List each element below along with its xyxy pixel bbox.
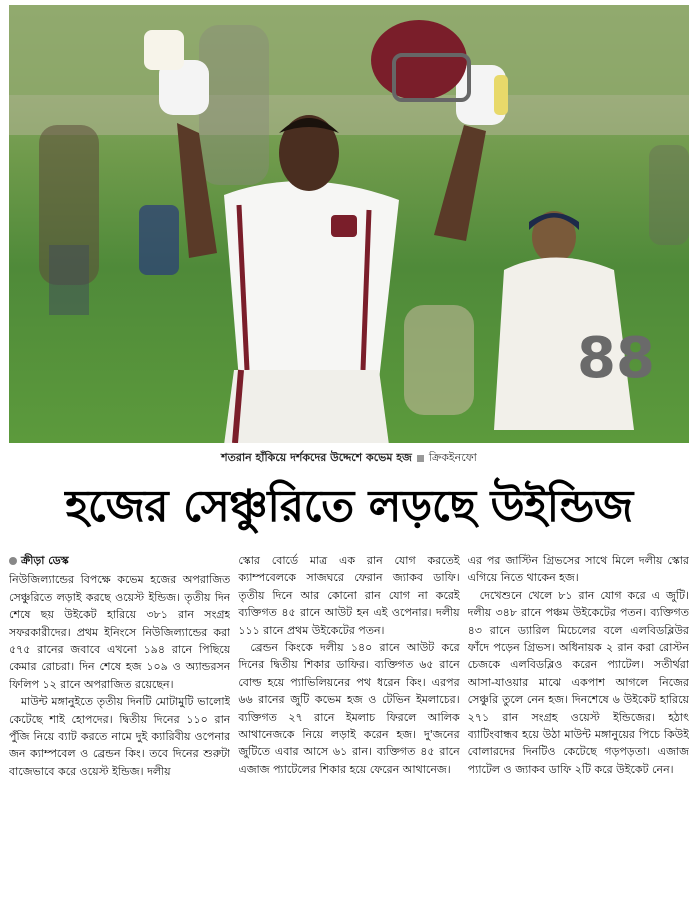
photo-caption: [0, 449, 698, 467]
paragraph: নিউজিল্যান্ডের বিপক্ষে কভেম হজের অপরাজিত সেঞ্চুরিতে লড়াই করছে ওয়েস্ট ইন্ডিজ। তৃতীয় দিন শেষে ছয় উইকেট হারিয়ে ৩৮১ রান সংগ্রহ সফরকারীদের। প্রথম ইনিংসে নিউজিল্যান্ডের করা ৫৭৫ রানের জবাবে এখনো ১৯৪ রানে পিছিয়ে কেমার রোচরা। দিন শেষে হজ ১০৯ ও অ্যান্ডরসন ফিলিপ ১২ রানে অপরাজিত রয়েছেন।: [9, 573, 231, 691]
paragraph: ব্রেন্ডন কিংকে দলীয় ১৪০ রানে আউট করে দিনের দ্বিতীয় শিকার ডাফির। ব্যক্তিগত ৬৫ রানে বোল্ড হয়ে প্যাভিলিয়নের পথ ধরেন কিং। এরপর ৬৬ রানের জুটি কভেম হজ ও টেভিন ইমলাচের। ব্যক্তিগত ২৭ রানে ইমলাচ ফিরলে আলিক আথানেজকে নিয়ে লড়াই করেন হজ। দু'জনের জুটিতে এবার আসে ৬১ রান। ব্যক্তিগত ৪৫ রানে এজাজ প্যাটেলের শিকার হয়ে ফেরেন আথানেজ।: [238, 641, 460, 776]
caption-text: শতরান হাঁকিয়ে দর্শকদের উদ্দেশে কভেম হজ: [221, 451, 412, 464]
article-column-1: [9, 552, 230, 897]
article-photo: [9, 5, 689, 443]
jersey-number: 88: [577, 326, 655, 391]
headline: হজের সেঞ্চুরিতে লড়ছে উইন্ডিজ: [65, 481, 633, 532]
photo-credit: ক্রিকইনফো: [428, 451, 477, 464]
article-body: [9, 552, 689, 897]
article-column-2: [238, 552, 459, 897]
bullet-icon: [9, 557, 17, 565]
paragraph: দেখেশুনে খেলে ৮১ রান যোগ করে এ জুটি। দলীয় ৩৪৮ রানে পঞ্চম উইকেটের পতন। ব্যক্তিগত ৪৩ রানে ড্যারিল মিচেলের বলে এলবিডব্লিউর ফাঁদে পড়েন গ্রিভস। অধিনায়ক ২ রান করা রোস্টন চেজকে এলবিডব্লিও করেন প্যাটেল। সতীর্থরা আসা-যাওয়ার মাঝে একপাশ আগলে নিজের সেঞ্চুরি তুলে নেন হজ। দিনশেষে ৬ উইকেট হারিয়ে ২৭১ রান সংগ্রহ ওয়েস্ট ইন্ডিজের। হঠাৎ ব্যাটিংবান্ধব হয়ে উঠা মাউন্ট মঙ্গানুয়ের পিচে কিউই বোলারদের দিনটিও কেটেছে গড়পড়তা। এজাজ প্যাটেল ও জ্যাকব ডাফি ২টি করে উইকেট নেন।: [467, 588, 689, 776]
paragraph: স্কোর বোর্ডে মাত্র এক রান যোগ করতেই ক্যাম্পবেলকে সাজঘরে ফেরান জ্যাকব ডাফি। তৃতীয় দিনে আর কোনো রান যোগ না করেই ব্যক্তিগত ৪৫ রানে আউট হন এই ওপেনার। দলীয় ১১১ রানে প্রথম উইকেটের পতন।: [238, 554, 460, 637]
paragraph: মাউন্ট মঙ্গানুইতে তৃতীয় দিনটি মোটামুটি ভালোই কেটেছে শাই হোপদের। দ্বিতীয় দিনের ১১০ রান পুঁজি নিয়ে ব্যাট করতে নামে দুই ক্যারিবীয় ওপেনার জন ক্যাম্পবেল ও ব্রেন্ডন কিং। তবে দিনের শুরুটা বাজেভাবে করে ওয়েস্ট ইন্ডিজ। দলীয়: [9, 695, 231, 778]
paragraph: এর পর জাস্টিন গ্রিভসের সাথে মিলে দলীয় স্কোর এগিয়ে নিতে থাকেন হজ।: [467, 554, 689, 585]
article-column-3: [468, 552, 689, 897]
photo-illustration: [9, 5, 689, 443]
fielder-figure: [494, 211, 655, 430]
caption-separator-icon: [417, 455, 424, 462]
desk-label: ক্রীড়া ডেস্ক: [21, 554, 69, 567]
desk-byline: [9, 552, 230, 569]
